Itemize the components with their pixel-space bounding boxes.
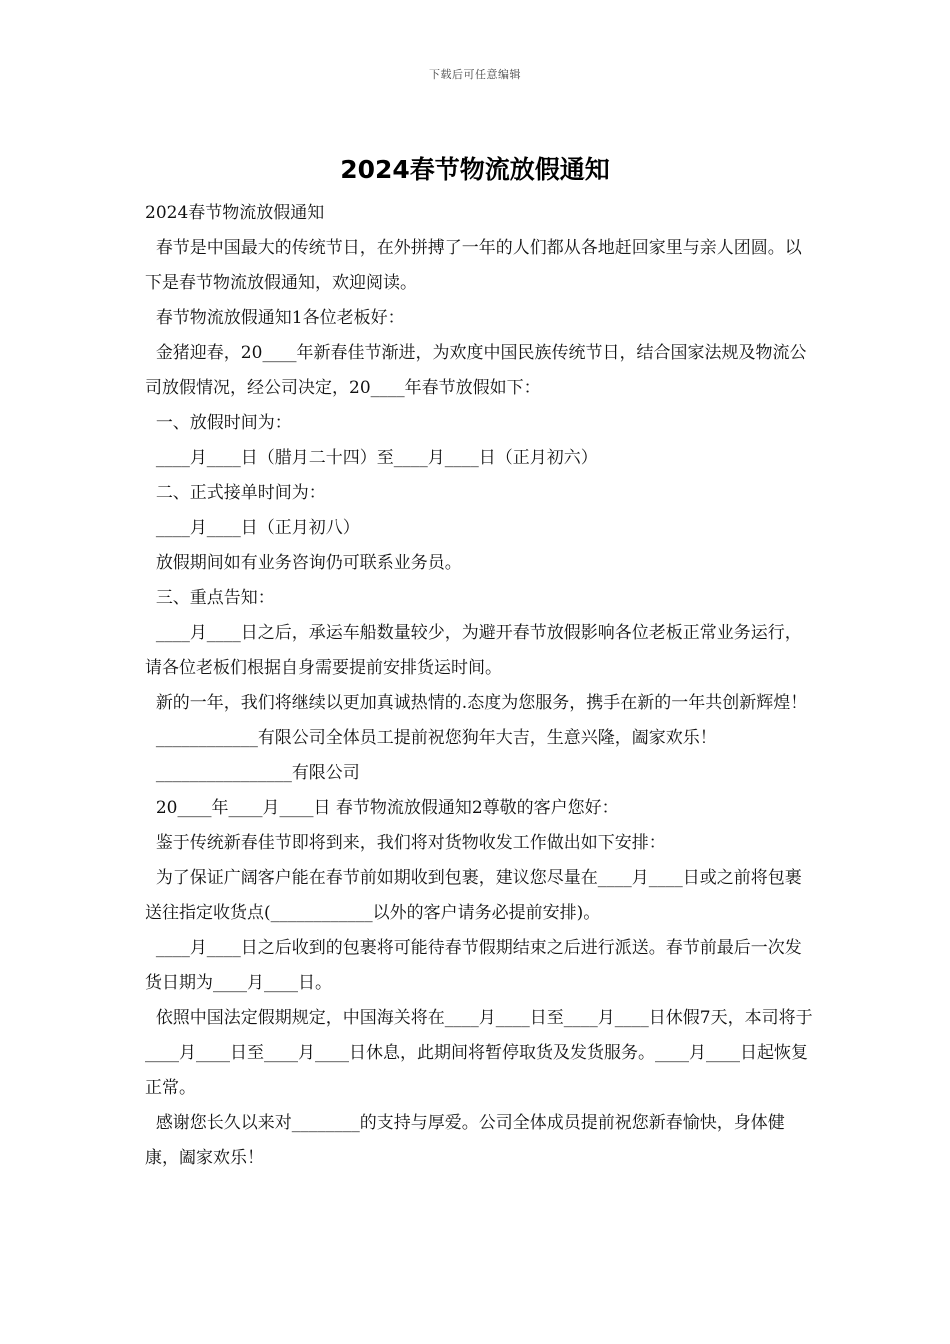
new-year-paragraph: 新的一年，我们将继续以更加真诚热情的.态度为您服务，携手在新的一年共创新辉煌！ [145, 693, 808, 713]
customs-holiday-paragraph: 依照中国法定假期规定，中国海关将在____月____日至____月____日休假7天，本司将于____月____日至____月____日休息，此期间将暂停取货及发货服务。____月____日起恢复正常。 [145, 1008, 813, 1098]
contact-note: 放假期间如有业务咨询仍可联系业务员。 [145, 553, 462, 573]
thanks-paragraph: 感谢您长久以来对________的支持与厚爱。公司全体成员提前祝您新春愉快，身体健康，阖家欢乐！ [145, 1113, 785, 1168]
page-header-note: 下载后可任意编辑 [429, 68, 521, 81]
document-title: 2024春节物流放假通知 [340, 155, 610, 184]
section-heading-holiday-time: 一、放假时间为： [145, 413, 292, 433]
delivery-advice-paragraph: 为了保证广阔客户能在春节前如期收到包裹，建议您尽量在____月____日或之前将包裹送往指定收货点(____________以外的客户请务必提前安排)。 [145, 868, 802, 923]
subtitle-line: 2024春节物流放假通知 [145, 203, 325, 223]
late-package-paragraph: ____月____日之后收到的包裹将可能待春节假期结束之后进行派送。春节前最后一次发货日期为____月____日。 [145, 938, 802, 993]
document-body [145, 196, 813, 1176]
order-date-line: ____月____日（正月初八） [145, 518, 360, 538]
holiday-dates-line: ____月____日（腊月二十四）至____月____日（正月初六） [145, 448, 598, 468]
section-heading-key-notice: 三、重点告知： [145, 588, 275, 608]
key-notice-paragraph: ____月____日之后，承运车船数量较少，为避开春节放假影响各位老板正常业务运行，请各位老板们根据自身需要提前安排货运时间。 [145, 623, 802, 678]
notice-2-intro: 鉴于传统新春佳节即将到来，我们将对货物收发工作做出如下安排： [145, 833, 666, 853]
intro-paragraph: 春节是中国最大的传统节日，在外拼搏了一年的人们都从各地赶回家里与亲人团圆。以下是春节物流放假通知，欢迎阅读。 [145, 238, 802, 293]
company-wishes-line: ____________有限公司全体员工提前祝您狗年大吉，生意兴隆，阖家欢乐！ [145, 728, 717, 748]
notice-1-greeting: 春节物流放假通知1各位老板好： [145, 308, 405, 328]
date-and-notice-2-greeting: 20____年____月____日 春节物流放假通知2尊敬的客户您好： [145, 798, 619, 818]
notice-1-paragraph: 金猪迎春，20____年新春佳节渐进，为欢度中国民族传统节日，结合国家法规及物流公司放假情况，经公司决定，20____年春节放假如下： [145, 343, 807, 398]
company-signature-line: ________________有限公司 [145, 763, 360, 783]
section-heading-order-time: 二、正式接单时间为： [145, 483, 326, 503]
